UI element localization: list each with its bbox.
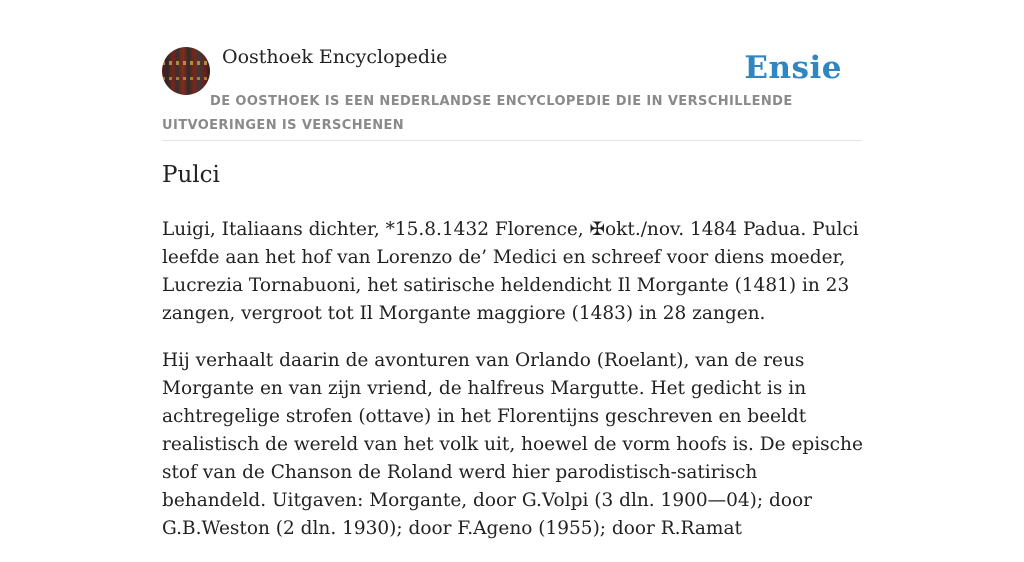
site-tagline: DE OOSTHOEK IS EEN NEDERLANDSE ENCYCLOPEDIE DIE IN VERSCHILLENDE UITVOERINGEN IS VERSCHENEN xyxy=(162,94,793,133)
avatar[interactable] xyxy=(162,47,210,95)
article-body xyxy=(162,216,864,562)
article-paragraph: Hij verhaalt daarin de avonturen van Orlando (Roelant), van de reus Morgante en van zijn vriend, de halfreus Margutte. Het gedicht is in achtregelige strofen (ottave) in het Florentijns geschreven en beeldt realistisch de wereld van het volk uit, hoewel de vorm hoofs is. De epische stof van de Chanson de Roland werd hier parodistisch-satirisch behandeld. Uitgaven: Morgante, door G.Volpi (3 dln. 1900—04); door G.B.Weston (2 dln. 1930); door F.Ageno (1955); door R.Ramat xyxy=(162,350,863,539)
page-title: Pulci xyxy=(162,162,220,188)
site-header xyxy=(162,0,862,141)
article-paragraph: Luigi, Italiaans dichter, *15.8.1432 Florence, ✠okt./nov. 1484 Padua. Pulci leefde aan het hof van Lorenzo de’ Medici en schreef voor diens moeder, Lucrezia Tornabuoni, het satirische heldendicht Il Morgante (1481) in 23 zangen, vergroot tot Il Morgante maggiore (1483) in 28 zangen. xyxy=(162,219,859,324)
brand-logo[interactable]: Ensie xyxy=(744,50,842,86)
site-title[interactable]: Oosthoek Encyclopedie xyxy=(222,46,448,68)
page-container xyxy=(162,0,863,539)
